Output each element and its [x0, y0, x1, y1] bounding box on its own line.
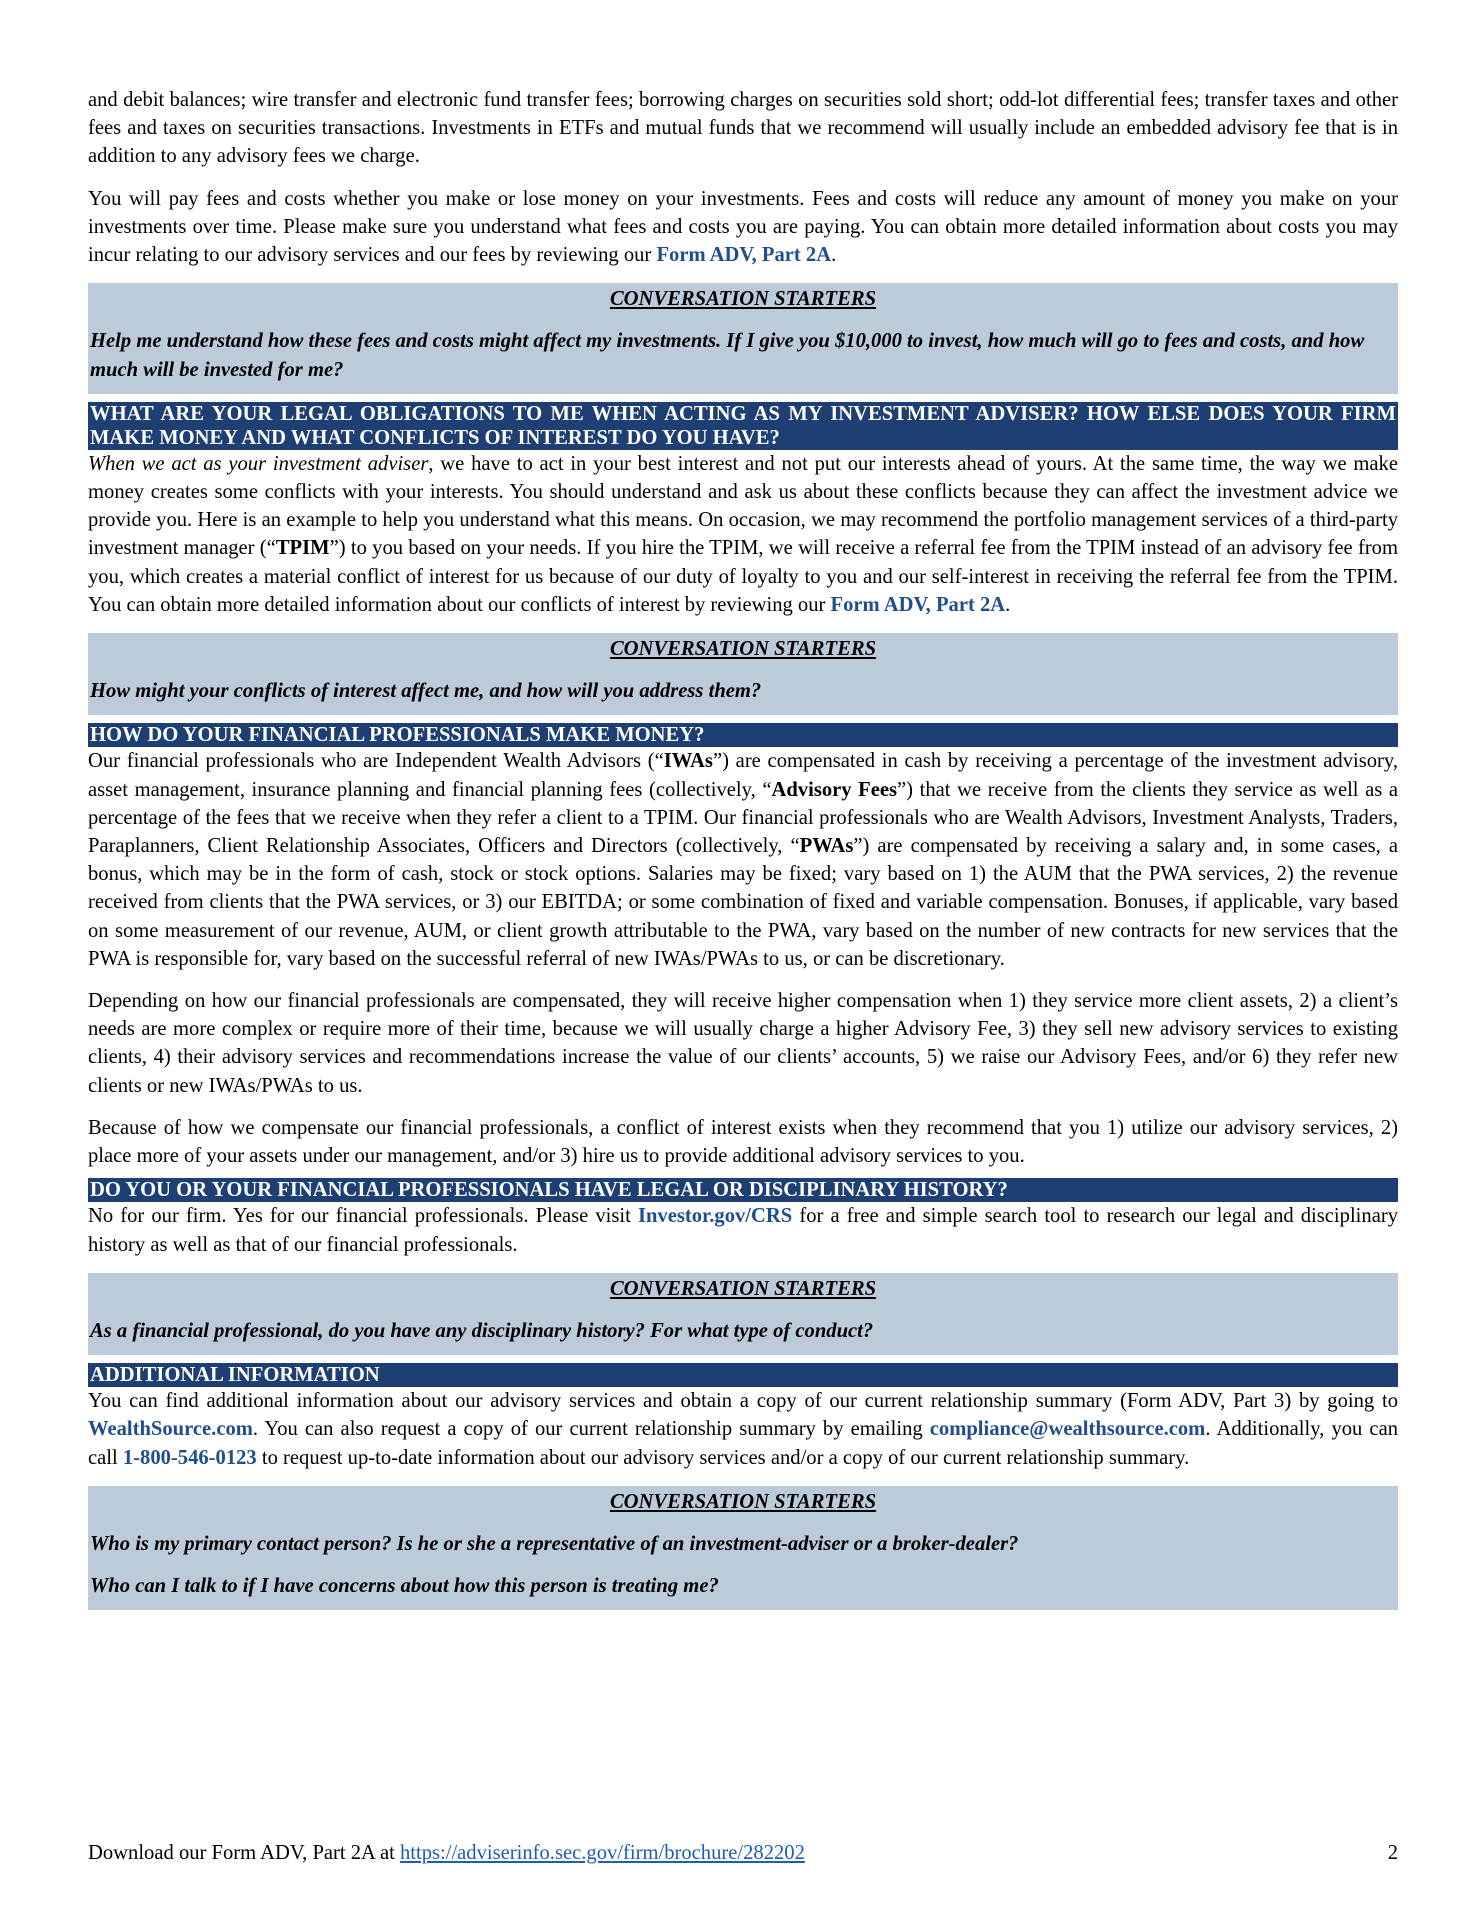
page-footer: Download our Form ADV, Part 2A at https://adviserinfo.sec.gov/firm/brochure/282202 2 — [88, 1842, 1398, 1864]
section-heading: WHAT ARE YOUR LEGAL OBLIGATIONS TO ME WHEN ACTING AS MY INVESTMENT ADVISER? HOW ELSE DOES YOUR FIRM MAKE MONEY AND WHAT CONFLICTS OF INTEREST DO YOU HAVE? — [90, 402, 1396, 449]
conversation-question: As a financial professional, do you have any disciplinary history? For what type of conduct? — [90, 1319, 874, 1342]
document-page — [88, 86, 1398, 1610]
email-link[interactable]: compliance@wealthsource.com — [929, 1418, 1206, 1441]
brochure-link[interactable]: https://adviserinfo.sec.gov/firm/brochure/282202 — [399, 1842, 805, 1864]
conversation-question: Who can I talk to if I have concerns about how this person is treating me? — [90, 1575, 719, 1598]
conversation-question: Help me understand how these fees and costs might affect my investments. If I give you $10,000 to invest, how much will go to fees and costs, and how much will be invested for me? — [90, 330, 1365, 381]
fees-paragraph: and debit balances; wire transfer and electronic fund transfer fees; borrowing charges on securities sold short; odd-lot differential fees; transfer taxes and other fees and taxes on securities transactions. Investments in ETFs and mutual funds that we recommend will usually include an embedded advisory fee that is in addition to any advisory fees we charge. — [88, 89, 1398, 168]
section-heading: DO YOU OR YOUR FINANCIAL PROFESSIONALS HAVE LEGAL OR DISCIPLINARY HISTORY? — [88, 1178, 1398, 1202]
investor-gov-link[interactable]: Investor.gov/CRS — [637, 1205, 793, 1228]
conversation-starters-box — [88, 1486, 1398, 1611]
additional-info-paragraph: You can find additional information about our advisory services and obtain a copy of our current relationship summary (Form ADV, Part 3) by going to WealthSource.com. You can also request a copy of our current relationship summary by emailing compliance@wealthsource.com. Additionally, you can call 1-800-546-0123 to request up-to-date information about our advisory services and/or a copy of our current relationship summary. — [88, 1390, 1399, 1469]
form-adv-link[interactable]: Form ADV, Part 2A — [656, 244, 832, 267]
section-heading: HOW DO YOUR FINANCIAL PROFESSIONALS MAKE MONEY? — [88, 723, 1398, 747]
conversation-starters-box — [88, 633, 1398, 715]
conversation-starters-title: CONVERSATION STARTERS — [609, 288, 877, 311]
conversation-starters-title: CONVERSATION STARTERS — [609, 638, 877, 661]
compensation-paragraph: Our financial professionals who are Independent Wealth Advisors (“IWAs”) are compensated in cash by receiving a percentage of the investment advisory, asset management, insurance planning and financial planning fees (collectively, “Advisory Fees”) that we receive from the clients they service as well as a percentage of the fees that we receive when they refer a client to a TPIM. Our financial professionals who are Wealth Advisors, Investment Analysts, Traders, Paraplanners, Client Relationship Associates, Officers and Directors (collectively, “PWAs”) are compensated by receiving a salary and, in some cases, a bonus, which may be in the form of cash, stock or stock options. Salaries may be fixed; vary based on 1) the AUM that the PWA services, 2) the revenue received from clients that the PWA services, or 3) our EBITDA; or some combination of fixed and variable compensation. Bonuses, if applicable, vary based on some measurement of our revenue, AUM, or client growth attributable to the PWA, vary based on the number of new contracts for new services that the PWA is responsible for, vary based on the successful referral of new IWAs/PWAs to us, or can be discretionary. — [88, 750, 1399, 970]
section-heading: ADDITIONAL INFORMATION — [88, 1363, 1398, 1387]
conversation-starters-box — [88, 1273, 1398, 1355]
legal-obligations-paragraph: When we act as your investment adviser, we have to act in your best interest and not put our interests ahead of yours. At the same time, the way we make money creates some conflicts with your interests. You should understand and ask us about these conflicts because they can affect the investment advice we provide you. Here is an example to help you understand what this means. On occasion, we may recommend the portfolio management services of a third-party investment manager (“TPIM”) to you based on your needs. If you hire the TPIM, we will receive a referral fee from the TPIM instead of an advisory fee from you, which creates a material conflict of interest for us because of our duty of loyalty to you and our self-interest in receiving the referral fee from the TPIM. You can obtain more detailed information about our conflicts of interest by reviewing our Form ADV, Part 2A. — [88, 452, 1398, 616]
conversation-starters-title: CONVERSATION STARTERS — [609, 1277, 877, 1300]
fees-costs-paragraph: You will pay fees and costs whether you make or lose money on your investments. Fees and costs will reduce any amount of money you make on your investments over time. Please make sure you understand what fees and costs you are paying. You can obtain more detailed information about costs you may incur relating to our advisory services and our fees by reviewing our Form ADV, Part 2A. — [88, 187, 1398, 267]
phone-link[interactable]: 1-800-546-0123 — [122, 1446, 257, 1469]
disciplinary-paragraph: No for our firm. Yes for our financial professionals. Please visit Investor.gov/CRS for a free and simple search tool to research our legal and disciplinary history as well as that of our financial professionals. — [88, 1205, 1398, 1256]
conversation-question: Who is my primary contact person? Is he or she a representative of an investment-adviser or a broker-dealer? — [90, 1532, 1019, 1555]
conversation-question: How might your conflicts of interest affect me, and how will you address them? — [90, 680, 762, 703]
page-number: 2 — [1387, 1842, 1398, 1864]
form-adv-link[interactable]: Form ADV, Part 2A — [830, 593, 1006, 616]
website-link[interactable]: WealthSource.com — [88, 1418, 253, 1441]
conversation-starters-box — [88, 283, 1398, 394]
conversation-starters-title: CONVERSATION STARTERS — [609, 1490, 877, 1513]
conflict-paragraph: Because of how we compensate our financial professionals, a conflict of interest exists when they recommend that you 1) utilize our advisory services, 2) place more of your assets under our management, and/or 3) hire us to provide additional advisory services to you. — [88, 1116, 1398, 1168]
higher-compensation-paragraph: Depending on how our financial professionals are compensated, they will receive higher compensation when 1) they service more client assets, 2) a client’s needs are more complex or require more of their time, because we will usually charge a higher Advisory Fee, 3) they sell new advisory services to existing clients, 4) their advisory services and recommendations increase the value of our clients’ accounts, 5) we raise our Advisory Fees, and/or 6) they refer new clients or new IWAs/PWAs to us. — [88, 990, 1398, 1097]
